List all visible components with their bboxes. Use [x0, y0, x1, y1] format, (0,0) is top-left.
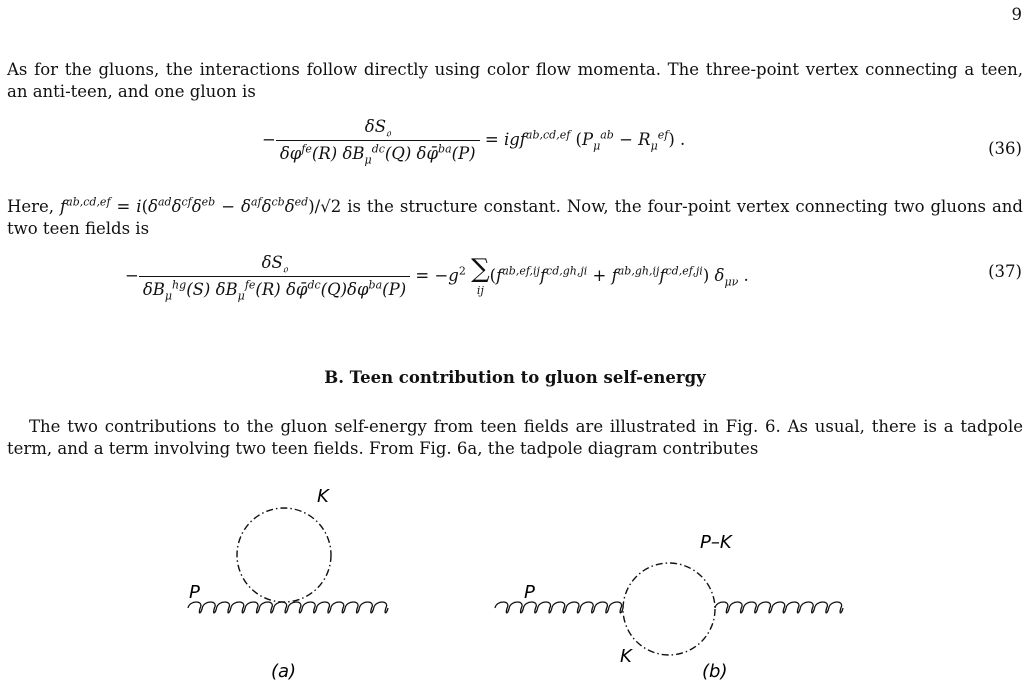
paragraph-teen-contributions: The two contributions to the gluon self-energy from teen fields are illustrated in Fig. 6. As usual, there is a tadpole term, and a term involving two teen fields. From Fig. 6a, the tadpole diagram contributes [7, 417, 1023, 458]
structure-constant-expression: $f^{ab,cd,ef} = i(\delta^{ad}\delta^{cf}\delta^{eb} - \delta^{af}\delta^{cb}\delta^{ed})/√2$ [60, 195, 342, 216]
teen-loop-b [623, 563, 715, 655]
gluon-line-a [188, 602, 388, 613]
section-heading: B. Teen contribution to gluon self-energy [324, 368, 706, 387]
equation-37: − $\frac{\delta S_𝔬}{\delta B_\mu^{hg}(S) \delta B_\mu^{fe}(R) \delta\varphī^{dc}(Q)\delta\varphi^{ba}(P)}$ = $-g^2$ ∑ ij $(f^{ab,ef,ij}f^{cd,gh,ji} + f^{ab,gh,ij}f^{cd,ef,ji})$ $\delta_{\mu\nu}$ . [125, 253, 749, 303]
gluon-line-b-left [495, 602, 623, 613]
gluon-line-b-right [715, 602, 843, 613]
equation-number-37: (37) [988, 262, 1022, 281]
equation-number-36: (36) [988, 139, 1022, 158]
equation-36: − $\frac{\delta S_𝔬}{\delta\varphi^{fe}(R) \delta B_\mu^{dc}(Q) \delta\varphī^{ba}(P)}$ = igf$^{ab,cd,ef}$ $(P_\mu^{ab} - R_\mu^{ef})$ . [262, 117, 686, 167]
para2-suffix: is the structure constant. Now, the four-point vertex connecting two gluons and two teen fields is [7, 197, 1023, 238]
caption-b: (b) [702, 661, 728, 682]
teen-loop-a [237, 508, 331, 602]
paragraph-structure-constant [7, 196, 1023, 240]
diagram-a [188, 486, 388, 682]
paragraph-intro: As for the gluons, the interactions follow directly using color flow momenta. The three-point vertex connecting a teen, an anti-teen, and one gluon is [7, 60, 1023, 101]
label-a-P: P [189, 582, 200, 603]
caption-a: (a) [271, 661, 297, 682]
label-b-PK: P–K [700, 532, 732, 553]
para2-prefix: Here, [7, 197, 55, 216]
diagram-b [495, 532, 843, 682]
feynman-diagrams-figure [0, 470, 1030, 687]
label-a-K: K [317, 486, 329, 507]
label-b-K: K [620, 646, 632, 667]
label-b-P: P [524, 582, 535, 603]
page-number: 9 [1011, 5, 1022, 24]
